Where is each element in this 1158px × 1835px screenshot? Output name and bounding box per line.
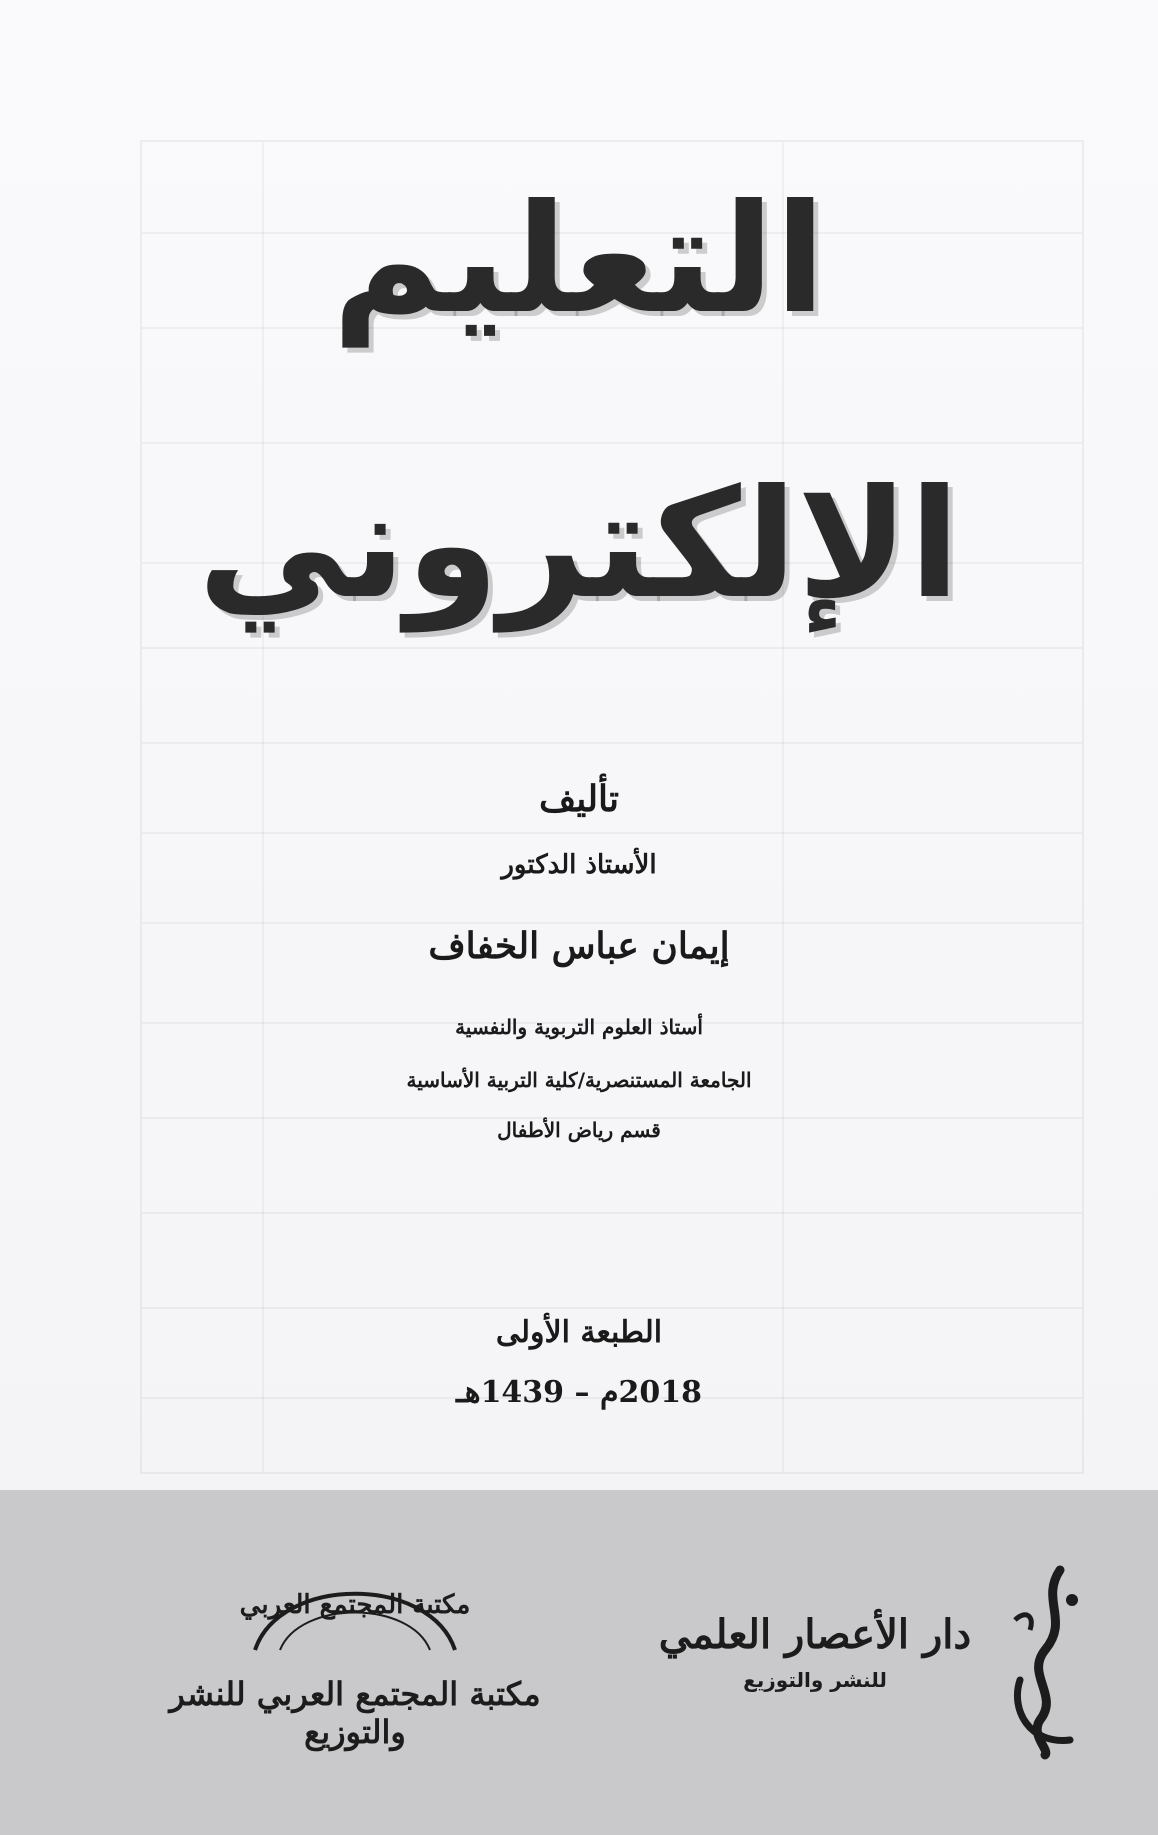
publisher-logo-right — [640, 1560, 1090, 1760]
book-title-line-2: الإلكتروني — [197, 458, 961, 632]
author-name: إيمان عباس الخفاف — [428, 925, 730, 967]
publisher-subtitle-right: للنشر والتوزيع — [743, 1668, 887, 1692]
publication-year: 2018م – 1439هـ — [455, 1375, 703, 1410]
publisher-name-left: مكتبة المجتمع العربي للنشر والتوزيع — [169, 1675, 541, 1751]
authorship-label: تأليف — [538, 778, 620, 820]
calligraphy-emblem-icon — [1000, 1560, 1090, 1760]
author-department: قسم رياض الأطفال — [497, 1118, 661, 1142]
publisher-name-right: دار الأعصار العلمي — [658, 1611, 972, 1658]
publisher-logo-left — [120, 1555, 590, 1755]
publisher-stamp-text: مكتبة المجتمع العربي — [239, 1590, 471, 1620]
author-academic-title: الأستاذ الدكتور — [501, 850, 657, 880]
author-university: الجامعة المستنصرية/كلية التربية الأساسية — [406, 1068, 752, 1092]
edition-label: الطبعة الأولى — [495, 1315, 663, 1350]
book-title-line-1: التعليم — [332, 173, 826, 347]
author-position: أستاذ العلوم التربوية والنفسية — [455, 1015, 703, 1039]
